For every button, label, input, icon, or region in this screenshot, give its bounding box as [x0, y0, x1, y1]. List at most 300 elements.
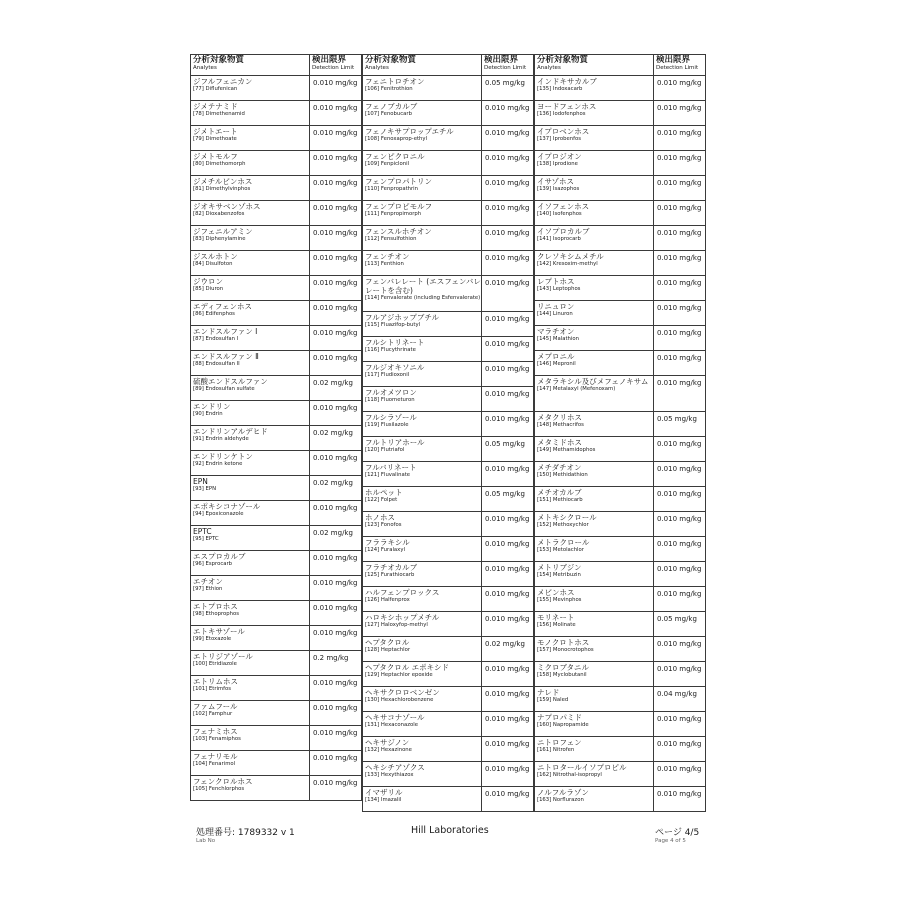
table-row — [363, 762, 533, 787]
analyte-cell — [535, 437, 654, 461]
detection-limit: 0.010 mg/kg — [485, 415, 530, 423]
analyte-name-en: [116] Flucythrinate — [365, 347, 416, 353]
analyte-name-jp: ヘプタクロル — [365, 638, 410, 647]
analyte-name-jp: ファムフール — [193, 702, 238, 711]
detection-limit: 0.010 mg/kg — [313, 229, 358, 237]
analyte-name-en: [77] Diflufenican — [193, 86, 238, 92]
analyte-name-en: [88] Endosulfan II — [193, 361, 240, 367]
analyte-name-jp: エトキサゾール — [193, 627, 245, 636]
table-row — [363, 337, 533, 362]
lab-name: Hill Laboratories — [411, 825, 489, 836]
analyte-cell — [535, 276, 654, 300]
analyte-cell — [363, 587, 482, 611]
lab-number-value: 1789332 v 1 — [237, 828, 295, 838]
analyte-name-jp: クレソキシムメチル — [537, 252, 604, 261]
analyte-name-en: [122] Folpet — [365, 497, 398, 503]
analyte-name-en: [133] Hexythiazox — [365, 772, 414, 778]
analyte-name-en: [153] Metolachlor — [537, 547, 584, 553]
analyte-cell — [535, 76, 654, 100]
detection-limit: 0.010 mg/kg — [313, 629, 358, 637]
analyte-name-jp: ニトロフェン — [537, 738, 582, 747]
table-row — [535, 376, 705, 412]
analyte-name-jp: EPN — [193, 477, 208, 486]
analyte-name-jp: フェンスルホチオン — [365, 227, 432, 236]
detection-limit: 0.010 mg/kg — [313, 279, 358, 287]
analyte-name-jp: モリネート — [537, 613, 575, 622]
detection-limit: 0.010 mg/kg — [657, 204, 702, 212]
analyte-cell — [363, 512, 482, 536]
analyte-name-en: [115] Fluazifop-butyl — [365, 322, 421, 328]
table-row — [535, 662, 705, 687]
detection-limit: 0.010 mg/kg — [657, 229, 702, 237]
analyte-name-en: [78] Dimethenamid — [193, 111, 245, 117]
analyte-name-en: [102] Famphur — [193, 711, 233, 717]
analyte-name-en: [82] Dioxabenzofos — [193, 211, 245, 217]
table-row — [535, 712, 705, 737]
table-row — [191, 201, 361, 226]
analyte-cell — [363, 737, 482, 761]
analyte-name-jp: メチダチオン — [537, 463, 582, 472]
analyte-cell — [363, 712, 482, 736]
detection-limit: 0.010 mg/kg — [657, 490, 702, 498]
analyte-header-en: Analytes — [365, 65, 389, 71]
detection-limit: 0.05 mg/kg — [485, 79, 525, 87]
analyte-cell — [535, 326, 654, 350]
analyte-name-en: [158] Myclobutanil — [537, 672, 587, 678]
analyte-name-jp: エンドリンケトン — [193, 452, 253, 461]
detection-limit: 0.010 mg/kg — [485, 390, 530, 398]
detection-limit: 0.05 mg/kg — [657, 415, 697, 423]
analyte-name-en: [96] Esprocarb — [193, 561, 233, 567]
analyte-cell — [191, 351, 310, 375]
analyte-cell — [191, 401, 310, 425]
lab-number-english: Lab No — [196, 838, 216, 844]
analyte-name-jp: ジウロン — [193, 277, 223, 286]
analyte-name-jp: フェンバレレート (エスフェンバレレートを含む) — [365, 277, 481, 295]
table-row — [363, 387, 533, 412]
analyte-cell — [191, 251, 310, 275]
analyte-name-en: [138] Iprodione — [537, 161, 578, 167]
detection-limit: 0.010 mg/kg — [313, 304, 358, 312]
analyte-name-en: [105] Fenchlorphos — [193, 786, 245, 792]
analyte-name-jp: ジオキサベンゾホス — [193, 202, 261, 211]
analyte-cell — [191, 76, 310, 100]
analyte-cell — [535, 612, 654, 636]
detection-limit: 0.010 mg/kg — [657, 590, 702, 598]
table-row — [191, 176, 361, 201]
table-row — [191, 476, 361, 501]
analyte-name-en: [113] Fenthion — [365, 261, 404, 267]
analyte-cell — [363, 562, 482, 586]
table-row — [535, 301, 705, 326]
analyte-cell — [535, 537, 654, 561]
analyte-name-jp: メタラキシル及びメフェノキサム — [537, 377, 649, 386]
table-row — [363, 126, 533, 151]
analyte-cell — [191, 101, 310, 125]
analyte-name-jp: イプロジオン — [537, 152, 582, 161]
analyte-name-en: [110] Fenpropathrin — [365, 186, 419, 192]
analyte-name-en: [160] Napropamide — [537, 722, 589, 728]
analyte-name-jp: イマザリル — [365, 788, 403, 797]
analyte-cell — [363, 76, 482, 100]
analyte-name-jp: ハロキシホップメチル — [365, 613, 440, 622]
table-row — [363, 737, 533, 762]
table-row — [363, 226, 533, 251]
analyte-name-jp: ヘキサジノン — [365, 738, 410, 747]
table-row — [535, 612, 705, 637]
analyte-name-en: [104] Fenarimol — [193, 761, 236, 767]
detection-limit: 0.010 mg/kg — [657, 440, 702, 448]
detection-limit: 0.05 mg/kg — [485, 490, 525, 498]
analyte-cell — [535, 512, 654, 536]
analyte-name-en: [120] Flutriafol — [365, 447, 405, 453]
analyte-name-jp: ホルペット — [365, 488, 403, 497]
detection-limit: 0.010 mg/kg — [485, 615, 530, 623]
table-row — [191, 576, 361, 601]
analyte-cell — [191, 701, 310, 725]
analyte-cell — [191, 626, 310, 650]
table-row — [191, 751, 361, 776]
lab-number-label: 処理番号: — [196, 828, 236, 838]
detection-limit: 0.02 mg/kg — [313, 529, 353, 537]
analyte-cell — [191, 776, 310, 800]
detection-limit: 0.010 mg/kg — [657, 540, 702, 548]
analyte-name-jp: イソプロカルブ — [537, 227, 590, 236]
analyte-name-jp: フルオメツロン — [365, 388, 417, 397]
detection-limit: 0.010 mg/kg — [313, 554, 358, 562]
detection-limit: 0.010 mg/kg — [485, 229, 530, 237]
analyte-name-en: [100] Etridiazole — [193, 661, 237, 667]
analyte-name-en: [147] Metalaxyl (Mefenoxam) — [537, 386, 616, 392]
analyte-name-en: [136] Iodofenphos — [537, 111, 586, 117]
analyte-name-jp: イサゾホス — [537, 177, 575, 186]
table-row — [191, 301, 361, 326]
analyte-name-jp: フェナリモル — [193, 752, 238, 761]
table-row — [191, 226, 361, 251]
analyte-name-en: [99] Etoxazole — [193, 636, 232, 642]
analyte-cell — [535, 251, 654, 275]
detection-limit: 0.010 mg/kg — [313, 129, 358, 137]
detection-limit: 0.010 mg/kg — [485, 340, 530, 348]
table-row — [191, 426, 361, 451]
table-row — [363, 412, 533, 437]
analyte-name-en: [83] Diphenylamine — [193, 236, 246, 242]
analyte-name-en: [90] Endrin — [193, 411, 223, 417]
analyte-cell — [363, 101, 482, 125]
analyte-name-jp: エンドリンアルデヒド — [193, 427, 268, 436]
analyte-name-en: [162] Nitrothal-isopropyl — [537, 772, 602, 778]
analyte-cell — [363, 412, 482, 436]
table-header — [363, 55, 533, 76]
analyte-cell — [191, 126, 310, 150]
detection-limit: 0.05 mg/kg — [657, 615, 697, 623]
analyte-name-jp: ハルフェンプロックス — [365, 588, 440, 597]
detection-limit: 0.010 mg/kg — [485, 565, 530, 573]
analyte-name-jp: ヘキサコナゾール — [365, 713, 425, 722]
detection-limit: 0.010 mg/kg — [657, 640, 702, 648]
detection-limit: 0.02 mg/kg — [313, 379, 353, 387]
lab-number — [196, 825, 295, 845]
table-header — [535, 55, 705, 76]
analyte-name-en: [106] Fenitrothion — [365, 86, 413, 92]
table-row — [535, 151, 705, 176]
analyte-name-jp: ミクロブタニル — [537, 663, 589, 672]
detection-limit: 0.010 mg/kg — [313, 154, 358, 162]
detection-limit: 0.010 mg/kg — [485, 765, 530, 773]
analyte-name-en: [163] Norflurazon — [537, 797, 584, 803]
analyte-header-en: Analytes — [193, 65, 217, 71]
analyte-name-en: [140] Isofenphos — [537, 211, 582, 217]
table-row — [535, 326, 705, 351]
table-row — [191, 626, 361, 651]
table-row — [363, 662, 533, 687]
detection-limit: 0.010 mg/kg — [657, 329, 702, 337]
analyte-cell — [363, 362, 482, 386]
analyte-header-en: Analytes — [537, 65, 561, 71]
detection-limit: 0.010 mg/kg — [485, 740, 530, 748]
detection-limit: 0.010 mg/kg — [313, 579, 358, 587]
limit-header-en: Detection Limit — [484, 65, 527, 71]
table-row — [363, 276, 533, 312]
analyte-header-jp: 分析対象物質 — [365, 55, 417, 65]
table-row — [191, 276, 361, 301]
detection-limit: 0.010 mg/kg — [657, 154, 702, 162]
analyte-cell — [363, 612, 482, 636]
analyte-header-jp: 分析対象物質 — [537, 55, 589, 65]
analyte-cell — [363, 312, 482, 336]
detection-limit: 0.010 mg/kg — [485, 129, 530, 137]
analyte-cell — [535, 351, 654, 375]
detection-limit: 0.010 mg/kg — [313, 454, 358, 462]
limit-header-jp: 検出限界 — [312, 55, 347, 65]
table-row — [363, 512, 533, 537]
analyte-cell — [535, 101, 654, 125]
table-row — [535, 101, 705, 126]
analyte-name-jp: フェナミホス — [193, 727, 238, 736]
analyte-cell — [535, 301, 654, 325]
analyte-name-jp: フルジオキソニル — [365, 363, 425, 372]
analyte-name-en: [152] Methoxychlor — [537, 522, 589, 528]
detection-limit: 0.010 mg/kg — [657, 304, 702, 312]
analyte-name-jp: メビンホス — [537, 588, 575, 597]
analyte-name-en: [85] Diuron — [193, 286, 224, 292]
analyte-name-jp: ヘキサクロロベンゼン — [365, 688, 440, 697]
detection-limit: 0.010 mg/kg — [313, 779, 358, 787]
analyte-name-jp: レプトホス — [537, 277, 575, 286]
analyte-header-jp: 分析対象物質 — [193, 55, 245, 65]
analyte-cell — [535, 737, 654, 761]
detection-limit: 0.010 mg/kg — [313, 104, 358, 112]
table-row — [363, 487, 533, 512]
table-row — [363, 76, 533, 101]
limit-header-jp: 検出限界 — [484, 55, 519, 65]
analyte-name-jp: フラチオカルブ — [365, 563, 418, 572]
table-row — [535, 562, 705, 587]
analyte-cell — [363, 437, 482, 461]
table-row — [363, 101, 533, 126]
analyte-name-en: [142] Kresoxim-methyl — [537, 261, 598, 267]
detection-limit: 0.010 mg/kg — [657, 790, 702, 798]
page-english: Page 4 of 5 — [655, 838, 686, 844]
table-row — [191, 401, 361, 426]
analyte-name-en: [151] Methiocarb — [537, 497, 583, 503]
table-row — [191, 76, 361, 101]
analyte-name-en: [159] Naled — [537, 697, 569, 703]
analyte-cell — [363, 337, 482, 361]
analyte-table-column-2 — [362, 54, 534, 812]
analyte-name-jp: エポキシコナゾール — [193, 502, 261, 511]
analyte-name-jp: リニュロン — [537, 302, 575, 311]
analyte-name-en: [129] Heptachlor epoxide — [365, 672, 433, 678]
table-row — [363, 312, 533, 337]
detection-limit: 0.010 mg/kg — [657, 465, 702, 473]
analyte-name-jp: エディフェンホス — [193, 302, 253, 311]
table-row — [535, 512, 705, 537]
analyte-name-en: [109] Fenpiclonil — [365, 161, 410, 167]
analyte-name-jp: ナレド — [537, 688, 560, 697]
analyte-cell — [363, 687, 482, 711]
analyte-table-column-1 — [190, 54, 362, 801]
analyte-name-jp: エトリムホス — [193, 677, 238, 686]
analyte-name-jp: ジメテナミド — [193, 102, 238, 111]
analyte-cell — [363, 126, 482, 150]
analyte-cell — [535, 412, 654, 436]
analyte-name-en: [87] Endosulfan I — [193, 336, 239, 342]
detection-limit: 0.010 mg/kg — [657, 715, 702, 723]
detection-limit: 0.02 mg/kg — [313, 479, 353, 487]
analyte-name-en: [131] Hexaconazole — [365, 722, 418, 728]
detection-limit: 0.010 mg/kg — [313, 729, 358, 737]
detection-limit: 0.010 mg/kg — [313, 204, 358, 212]
detection-limit: 0.010 mg/kg — [485, 279, 530, 287]
detection-limit: 0.010 mg/kg — [485, 715, 530, 723]
page-indicator — [655, 825, 699, 845]
detection-limit: 0.010 mg/kg — [313, 504, 358, 512]
analyte-name-jp: メタクリホス — [537, 413, 582, 422]
table-row — [535, 201, 705, 226]
analyte-name-jp: ナプロパミド — [537, 713, 582, 722]
analyte-name-jp: フェニトロチオン — [365, 77, 425, 86]
analyte-cell — [191, 301, 310, 325]
analyte-table-column-3 — [534, 54, 706, 812]
analyte-name-jp: ジメトモルフ — [193, 152, 238, 161]
table-row — [535, 487, 705, 512]
analyte-cell — [191, 201, 310, 225]
table-row — [191, 451, 361, 476]
detection-limit: 0.02 mg/kg — [485, 640, 525, 648]
analyte-name-en: [135] Indoxacarb — [537, 86, 583, 92]
detection-limit: 0.010 mg/kg — [313, 679, 358, 687]
analyte-name-jp: メトリブジン — [537, 563, 582, 572]
analyte-name-jp: エトリジアゾール — [193, 652, 253, 661]
detection-limit: 0.010 mg/kg — [485, 204, 530, 212]
table-row — [535, 226, 705, 251]
analyte-cell — [535, 376, 654, 411]
analyte-name-jp: 硫酸エンドスルファン — [193, 377, 268, 386]
analyte-name-en: [154] Metribuzin — [537, 572, 581, 578]
table-row — [363, 537, 533, 562]
table-header — [191, 55, 361, 76]
analyte-name-jp: メチオカルブ — [537, 488, 582, 497]
analyte-name-jp: ホノホス — [365, 513, 395, 522]
analyte-name-en: [124] Furalaxyl — [365, 547, 405, 553]
detection-limit: 0.010 mg/kg — [313, 754, 358, 762]
detection-limit: 0.010 mg/kg — [657, 515, 702, 523]
analyte-cell — [191, 451, 310, 475]
analyte-header — [535, 55, 654, 75]
table-row — [363, 201, 533, 226]
analyte-name-en: [137] Iprobenfos — [537, 136, 581, 142]
analyte-name-en: [89] Endosulfan sulfate — [193, 386, 255, 392]
table-row — [191, 351, 361, 376]
analyte-cell — [191, 601, 310, 625]
analyte-cell — [363, 787, 482, 811]
table-row — [535, 251, 705, 276]
analyte-cell — [191, 501, 310, 525]
table-row — [535, 587, 705, 612]
analyte-cell — [363, 226, 482, 250]
analyte-cell — [191, 476, 310, 500]
analyte-cell — [191, 726, 310, 750]
analyte-name-jp: メタミドホス — [537, 438, 582, 447]
analyte-cell — [191, 651, 310, 675]
analyte-name-jp: イプロベンホス — [537, 127, 590, 136]
detection-limit: 0.010 mg/kg — [657, 129, 702, 137]
analyte-name-jp: エトプロホス — [193, 602, 238, 611]
analyte-name-jp: フェノブカルブ — [365, 102, 418, 111]
detection-limit: 0.010 mg/kg — [657, 104, 702, 112]
analyte-name-en: [155] Mevinphos — [537, 597, 582, 603]
analyte-cell — [191, 426, 310, 450]
analyte-name-jp: フララキシル — [365, 538, 410, 547]
detection-limit: 0.010 mg/kg — [657, 740, 702, 748]
page-label: ページ — [655, 828, 682, 838]
analyte-cell — [191, 276, 310, 300]
table-row — [191, 326, 361, 351]
analyte-name-en: [127] Haloxyfop-methyl — [365, 622, 428, 628]
analyte-name-en: [126] Halfenprox — [365, 597, 410, 603]
analyte-name-en: [143] Leptophos — [537, 286, 581, 292]
table-row — [363, 176, 533, 201]
analyte-name-jp: フェンチオン — [365, 252, 410, 261]
table-row — [535, 412, 705, 437]
analyte-name-en: [145] Malathion — [537, 336, 579, 342]
analyte-name-en: [123] Fonofos — [365, 522, 402, 528]
table-row — [535, 537, 705, 562]
analyte-name-jp: ジフルフェニカン — [193, 77, 253, 86]
analyte-name-en: [111] Fenpropimorph — [365, 211, 422, 217]
analyte-name-en: [98] Ethoprophos — [193, 611, 239, 617]
limit-header — [654, 55, 705, 75]
analyte-name-jp: フェンピクロニル — [365, 152, 425, 161]
analyte-cell — [535, 687, 654, 711]
analyte-name-en: [121] Fluvalinate — [365, 472, 411, 478]
analyte-name-jp: ジスルホトン — [193, 252, 238, 261]
detection-limit: 0.010 mg/kg — [657, 79, 702, 87]
analyte-name-jp: モノクロトホス — [537, 638, 590, 647]
analyte-name-jp: ヘプタクロル エポキシド — [365, 663, 450, 672]
table-row — [363, 637, 533, 662]
table-row — [191, 501, 361, 526]
detection-limit: 0.010 mg/kg — [313, 704, 358, 712]
detection-limit: 0.010 mg/kg — [657, 379, 702, 387]
analyte-name-jp: ヘキシチアゾクス — [365, 763, 425, 772]
table-row — [535, 437, 705, 462]
table-row — [535, 351, 705, 376]
analyte-cell — [363, 176, 482, 200]
analyte-cell — [535, 201, 654, 225]
detection-limit: 0.010 mg/kg — [313, 604, 358, 612]
